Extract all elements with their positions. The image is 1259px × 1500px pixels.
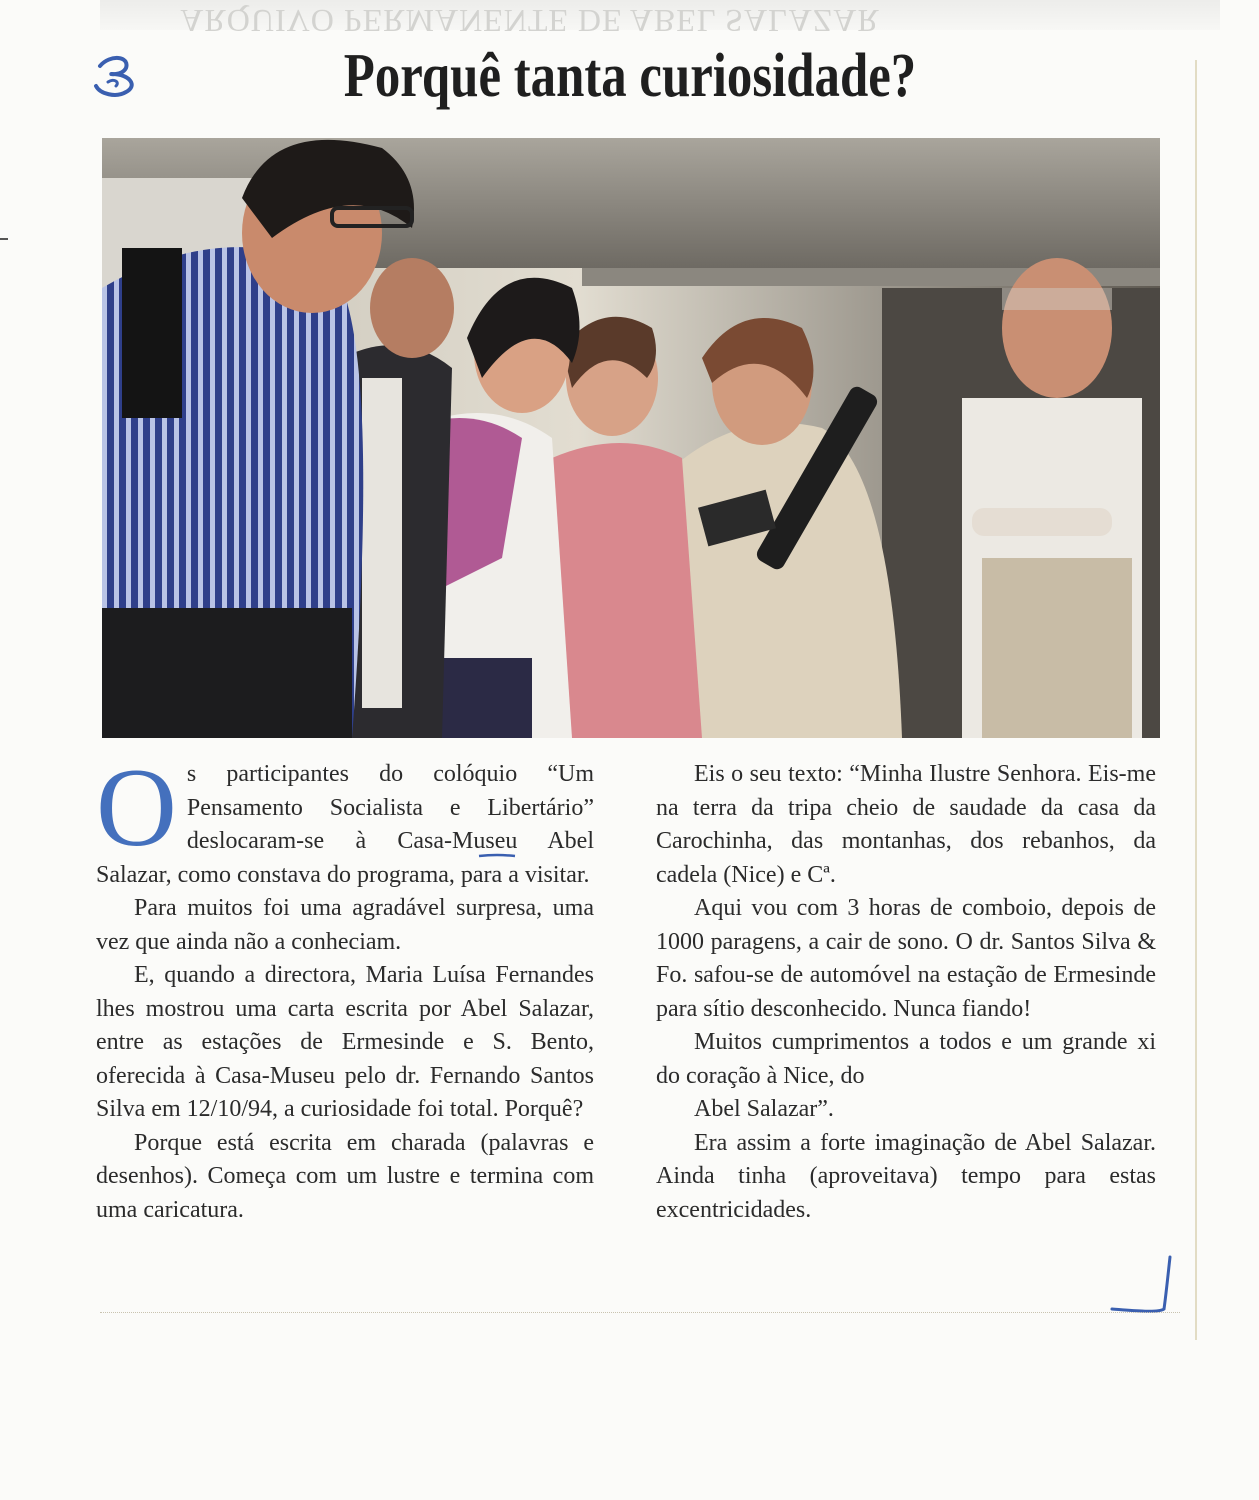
article-paragraph: Para muitos foi uma agradável surpresa, uma vez que ainda não a conheciam. bbox=[96, 895, 594, 955]
article-paragraph: Eis o seu texto: “Minha Ilustre Senhora. Eis-me na terra da tripa cheio de saudade da casa da Carochinha, das montanhas, dos rebanhos, da cadela (Nice) e Cª. bbox=[656, 761, 1156, 888]
handwritten-end-mark-icon bbox=[1108, 1255, 1178, 1317]
margin-tick bbox=[0, 238, 8, 240]
handwritten-number-icon bbox=[86, 52, 148, 100]
article-right-column bbox=[656, 758, 1156, 1227]
bottom-rule bbox=[100, 1312, 1180, 1313]
article-left-column bbox=[96, 746, 594, 1227]
article-paragraph bbox=[96, 746, 594, 892]
drop-cap: O bbox=[96, 746, 177, 870]
article-paragraph: Aqui vou com 3 horas de comboio, depois de 1000 paragens, a cair de sono. O dr. Santos Silva & Fo. safou-se de automóvel na estação de Ermesinde para sítio desconhecido. Nunca fiando! bbox=[656, 895, 1156, 1022]
article-paragraph: Muitos cumprimentos a todos e um grande xi do coração à Nice, do bbox=[656, 1029, 1156, 1089]
pen-underline-icon bbox=[478, 853, 516, 859]
article-paragraph: Era assim a forte imaginação de Abel Salazar. Ainda tinha (aproveitava) tempo para estas excentricidades. bbox=[656, 1129, 1156, 1223]
group-photo-icon bbox=[102, 138, 1160, 738]
column-edge-rule bbox=[1195, 60, 1197, 1340]
article-paragraph: E, quando a directora, Maria Luísa Fernandes lhes mostrou uma carta escrita por Abel Salazar, entre as estações de Ermesinde e S. Bento, oferecida à Casa-Museu pelo dr. Fernando Santos Silva em 12/10/94, a curiosidade foi total. Porquê? bbox=[96, 962, 594, 1122]
group-photo bbox=[102, 138, 1160, 738]
article-signature: Abel Salazar”. bbox=[694, 1096, 834, 1122]
article-headline: Porquê tanta curiosidade? bbox=[343, 42, 917, 110]
article-paragraph: Porque está escrita em charada (palavras e desenhos). Começa com um lustre e termina com uma caricatura. bbox=[96, 1129, 594, 1223]
masthead-bleed-through: ARQUIVO PERMANENTE DE ABEL SALAZAR bbox=[180, 3, 880, 39]
paragraph-text: s participantes do colóquio “Um Pensamento Socialista e Libertário” deslocaram-se à Casa-Museu Abel Salazar, como constava do programa, para a visitar. bbox=[96, 761, 594, 888]
